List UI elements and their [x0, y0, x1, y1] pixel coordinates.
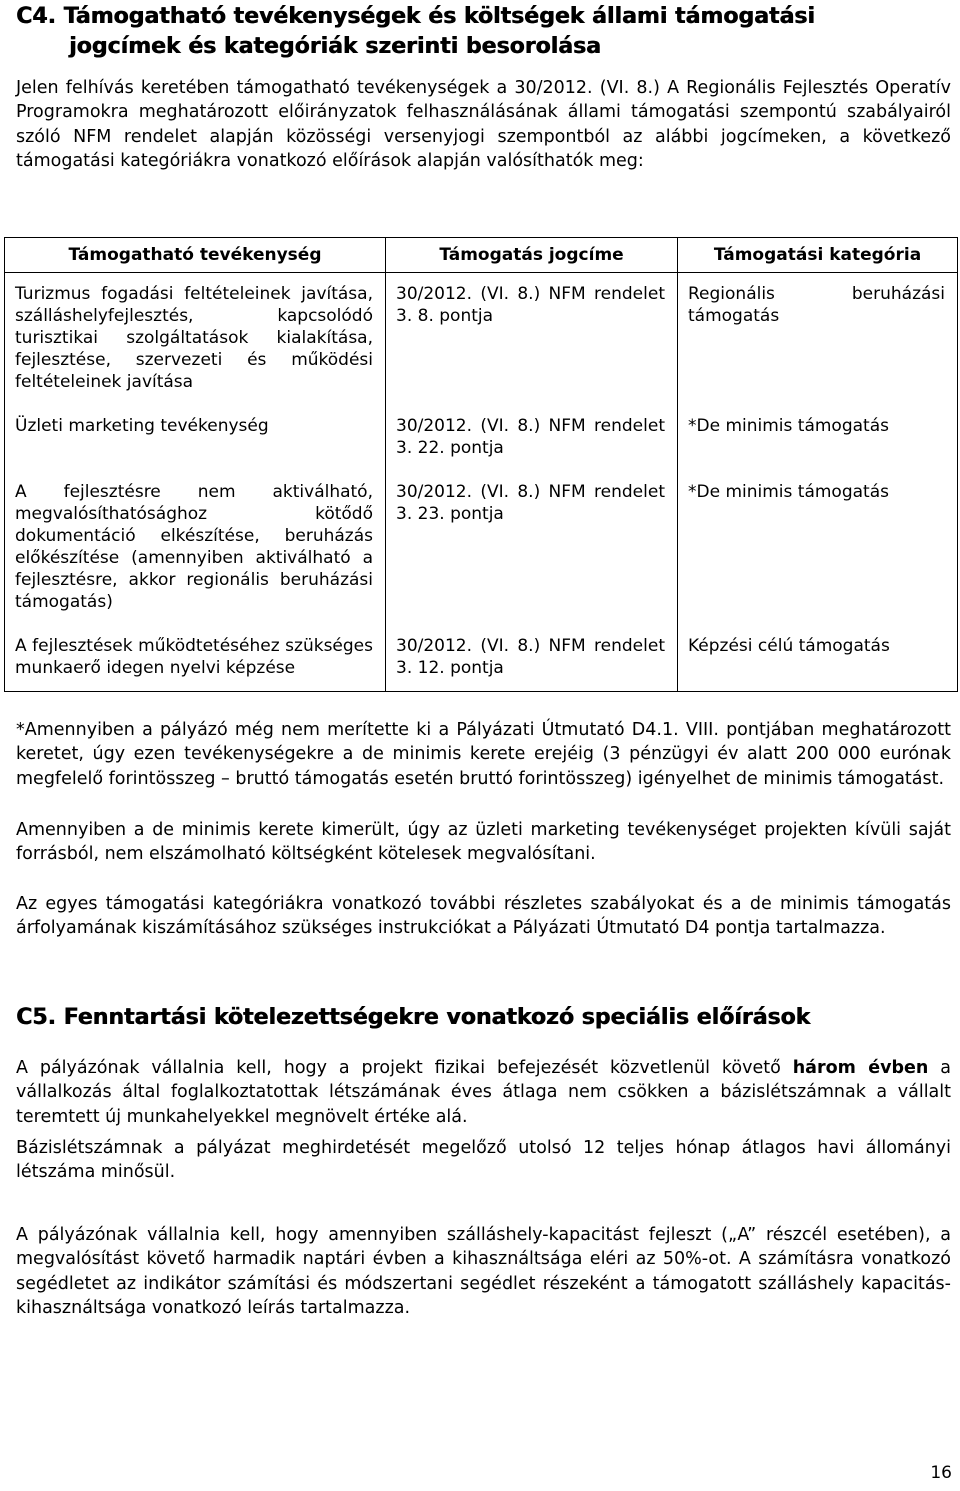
table-row [5, 471, 958, 625]
category-cell: *De minimis támogatás [678, 405, 958, 471]
category-cell: *De minimis támogatás [678, 471, 958, 625]
maintenance-text-before: A pályázónak vállalnia kell, hogy a projekt fizikai befejezését közvetlenül követő [16, 1058, 793, 1078]
section-c4-intro: Jelen felhívás keretében támogatható tevékenységek a 30/2012. (VI. 8.) A Regionális Fejlesztés Operatív Programokra meghatározott előirányzatok felhasználásának állami támogatási szempontú szabályairól szóló NFM rendelet alapján közösségi versenyjogi szempontból az alábbi jogcímeken, a következő támogatási kategóriákra vonatkozó előírások alapján valósíthatók meg: [16, 78, 951, 172]
activity-cell: A fejlesztések működtetéséhez szükséges munkaerő idegen nyelvi képzése [5, 625, 386, 692]
table-row [5, 625, 958, 692]
legal-basis-cell: 30/2012. (VI. 8.) NFM rendelet 3. 22. pontja [386, 405, 678, 471]
activity-cell: A fejlesztésre nem aktiválható, megvalósíthatósághoz kötődő dokumentáció elkészítése, beruházás előkészítése (amennyiben aktiválható a fejlesztésre, akkor regionális beruházási támogatás) [5, 471, 386, 625]
section-c4-heading-line1: C4. Támogatható tevékenységek és költségek állami támogatási [16, 4, 815, 29]
maintenance-obligation-paragraph [16, 1056, 951, 1129]
legal-basis-cell: 30/2012. (VI. 8.) NFM rendelet 3. 8. pontja [386, 273, 678, 406]
page-number: 16 [930, 1463, 952, 1483]
activity-cell: Üzleti marketing tevékenység [5, 405, 386, 471]
activity-cell: Turizmus fogadási feltételeinek javítása, szálláshelyfejlesztés, kapcsolódó turisztikai szolgáltatások kialakítása, fejlesztése, szervezeti és működési feltételeinek javítása [5, 273, 386, 406]
table-header-row [5, 238, 958, 273]
table-row [5, 273, 958, 406]
section-c4-heading [16, 2, 951, 62]
column-header-legal-basis: Támogatás jogcíme [386, 238, 678, 273]
legal-basis-cell: 30/2012. (VI. 8.) NFM rendelet 3. 23. pontja [386, 471, 678, 625]
column-header-category: Támogatási kategória [678, 238, 958, 273]
support-category-table [4, 237, 958, 692]
categories-reference-note: Az egyes támogatási kategóriákra vonatkozó további részletes szabályokat és a de minimis támogatás árfolyamának kiszámításához szükséges instrukciókat a Pályázati Útmutató D4 pontja tartalmazza. [16, 894, 951, 939]
maintenance-text-after: a vállalkozás által foglalkoztatottak létszámának éves átlaga nem csökken a bázislétszámnak a vállalt teremtett új munkahelyekkel megnövelt értéke alá. [16, 1058, 951, 1127]
de-minimis-exhausted-note: Amennyiben a de minimis kerete kimerült, úgy az üzleti marketing tevékenységet projekten kívüli saját forrásból, nem elszámolható költségként kötelesek megvalósítani. [16, 820, 951, 865]
section-c5-heading: C5. Fenntartási kötelezettségekre vonatkozó speciális előírások [16, 1005, 811, 1030]
capacity-utilisation-paragraph: A pályázónak vállalnia kell, hogy amennyiben szálláshely-kapacitást fejleszt („A” részcél esetében), a megvalósítást követő harmadik naptári évben a kihasználtsága eléri az 50%-ot. A számításra vonatkozó segédletet az indikátor számítási és módszertani segédlet részeként a támogatott szálláshely kapacitás-kihasználtsága vonatkozó leírás tartalmazza. [16, 1225, 951, 1319]
column-header-activity: Támogatható tevékenység [5, 238, 386, 273]
legal-basis-cell: 30/2012. (VI. 8.) NFM rendelet 3. 12. pontja [386, 625, 678, 692]
de-minimis-footnote: *Amennyiben a pályázó még nem merítette ki a Pályázati Útmutató D4.1. VIII. pontjában meghatározott keretet, úgy ezen tevékenységekre a de minimis kerete erejéig (3 pénzügyi év alatt 200 000 eurónak megfelelő forintösszeg – bruttó támogatás esetén bruttó forintösszeg) igényelhet de minimis támogatást. [16, 720, 951, 789]
category-cell: Regionális beruházási támogatás [678, 273, 958, 406]
table-row [5, 405, 958, 471]
maintenance-duration-emphasis: három évben [792, 1058, 929, 1078]
section-c4-heading-line2: jogcímek és kategóriák szerinti besorolása [69, 34, 601, 59]
base-headcount-definition: Bázislétszámnak a pályázat meghirdetését megelőző utolsó 12 teljes hónap átlagos havi állományi létszáma minősül. [16, 1138, 951, 1183]
category-cell: Képzési célú támogatás [678, 625, 958, 692]
